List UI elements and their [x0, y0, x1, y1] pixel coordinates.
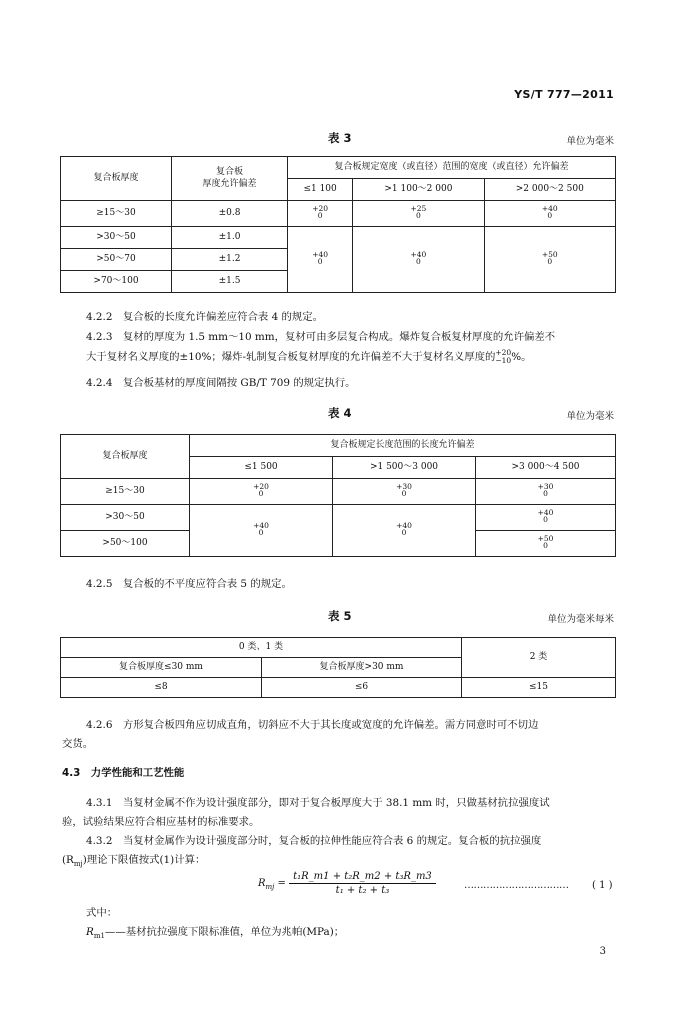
table4 [60, 434, 616, 557]
table4-cell-thickness: ≥15～30 [61, 479, 190, 505]
formula-number: ( 1 ) [592, 880, 613, 891]
paragraph-4-2-4: 4.2.4 复合板基材的厚度间隔按 GB/T 709 的规定执行。 [86, 377, 356, 389]
table3-head-deviation: 复合板 厚度允许偏差 [172, 157, 288, 201]
formula-denominator: t₁ + t₂ + t₃ [335, 885, 390, 896]
table4-caption: 表 4 [328, 406, 352, 420]
paragraph-4-2-6-line1: 4.2.6 方形复合板四角应切成直角，切斜应不大于其长度或宽度的允许偏差。需方同意时可不切边 [86, 719, 539, 731]
where-line-1: $R_{m1}——$基材抗拉强度下限标准值，单位为兆帕(MPa)； [86, 926, 345, 940]
section-heading-4-3: 4.3 力学性能和工艺性能 [62, 767, 185, 779]
table3-cell-thickness: >50～70 [61, 249, 172, 271]
table5-cell: ≤6 [262, 678, 462, 698]
table4-cell-tol: +30 0 [333, 479, 476, 505]
table3-cell-tol-merged: +40 0 [288, 227, 353, 293]
paragraph-4-2-3-line2: 大于复材名义厚度的±10%；爆炸-轧制复合板复材厚度的允许偏差不大于复材名义厚度的 +20 −10 %。 [86, 348, 532, 365]
table4-cell-tol-merged: +40 0 [333, 505, 476, 557]
table3-cell-tol: +40 0 [484, 201, 615, 227]
table3-cell-deviation: ±1.5 [172, 271, 288, 293]
paragraph-4-2-3-line1: 4.2.3 复材的厚度为 1.5 mm～10 mm，复材可由多层复合构成。爆炸复合板复材厚度的允许偏差不 [86, 331, 556, 343]
table3-cell-thickness: ≥15～30 [61, 201, 172, 227]
paragraph-4-2-6-line2: 交货。 [62, 738, 94, 750]
table5-cell: ≤8 [61, 678, 262, 698]
table3-cell-deviation: ±1.2 [172, 249, 288, 271]
table5-subhead: 复合板厚度>30 mm [262, 658, 462, 678]
paragraph-4-3-1-line2: 验，试验结果应符合相应基材的标准要求。 [62, 816, 260, 828]
where-label: 式中： [86, 907, 118, 919]
formula-1: $R_{mj}$ = $\frac{\text{t₁R\_m1 + t₂R\_m2 + t₃R\_m3}}{\text{t₁ + t₂ + t₃}}$ [258, 871, 436, 896]
table4-cell-tol: +30 0 [476, 479, 616, 505]
table4-head-thickness: 复合板厚度 [61, 435, 190, 479]
table3-caption: 表 3 [328, 131, 352, 145]
table3-cell-deviation: ±1.0 [172, 227, 288, 249]
formula-numerator: t₁R_m1 + t₂R_m2 + t₃R_m3 [289, 871, 436, 884]
table4-subhead: ≤1 500 [190, 457, 333, 479]
page-number: 3 [599, 946, 606, 957]
table3-cell-tol-merged: +40 0 [353, 227, 484, 293]
formula-lhs: R [258, 878, 266, 889]
table3 [60, 156, 616, 293]
table5-subhead: 复合板厚度≤30 mm [61, 658, 262, 678]
table4-subhead: >1 500～3 000 [333, 457, 476, 479]
table4-cell-tol-merged: +40 0 [190, 505, 333, 557]
table3-cell-tol: +20 0 [288, 201, 353, 227]
table5 [60, 637, 616, 698]
table5-head-class2: 2 类 [462, 638, 616, 678]
table4-cell-tol: +40 0 [476, 505, 616, 531]
table3-cell-deviation: ±0.8 [172, 201, 288, 227]
paragraph-4-2-2: 4.2.2 复合板的长度允许偏差应符合表 4 的规定。 [86, 311, 324, 323]
paragraph-4-3-2-line1: 4.3.2 当复材金属作为设计强度部分时，复合板的拉伸性能应符合表 6 的规定。复合板的抗拉强度 [86, 835, 542, 847]
standard-code: YS/T 777—2011 [514, 88, 614, 101]
table3-head-thickness: 复合板厚度 [61, 157, 172, 201]
table3-cell-tol-merged: +50 0 [484, 227, 615, 293]
tolerance-sub: −10 [495, 356, 512, 365]
table5-caption: 表 5 [328, 609, 352, 623]
table4-cell-thickness: >50～100 [61, 531, 190, 557]
table3-subhead: >2 000～2 500 [484, 179, 615, 201]
formula-leader: …………………………… [464, 880, 569, 891]
table3-unit: 单位为毫米 [566, 136, 614, 147]
paragraph-4-3-1-line1: 4.3.1 当复材金属不作为设计强度部分，即对于复合板厚度大于 38.1 mm 时，只做基材抗拉强度试 [86, 797, 550, 809]
table5-head-span: 0 类、1 类 [61, 638, 462, 658]
paragraph-4-2-5: 4.2.5 复合板的不平度应符合表 5 的规定。 [86, 578, 292, 590]
table4-head-span: 复合板规定长度范围的长度允许偏差 [190, 435, 616, 457]
tolerance-sup: +20 [495, 348, 512, 357]
table3-cell-thickness: >30～50 [61, 227, 172, 249]
table5-cell: ≤15 [462, 678, 616, 698]
paragraph-4-3-2-line2: $(R_{mj})$理论下限值按式(1)计算： [62, 854, 206, 868]
table4-cell-tol: +20 0 [190, 479, 333, 505]
table3-head-span: 复合板规定宽度（或直径）范围的宽度（或直径）允许偏差 [288, 157, 616, 179]
table5-unit: 单位为毫米每米 [547, 614, 614, 625]
table4-subhead: >3 000～4 500 [476, 457, 616, 479]
table3-cell-thickness: >70～100 [61, 271, 172, 293]
table4-cell-tol: +50 0 [476, 531, 616, 557]
table3-subhead: ≤1 100 [288, 179, 353, 201]
table4-cell-thickness: >30～50 [61, 505, 190, 531]
table3-cell-tol: +25 0 [353, 201, 484, 227]
table3-subhead: >1 100～2 000 [353, 179, 484, 201]
table4-unit: 单位为毫米 [566, 411, 614, 422]
